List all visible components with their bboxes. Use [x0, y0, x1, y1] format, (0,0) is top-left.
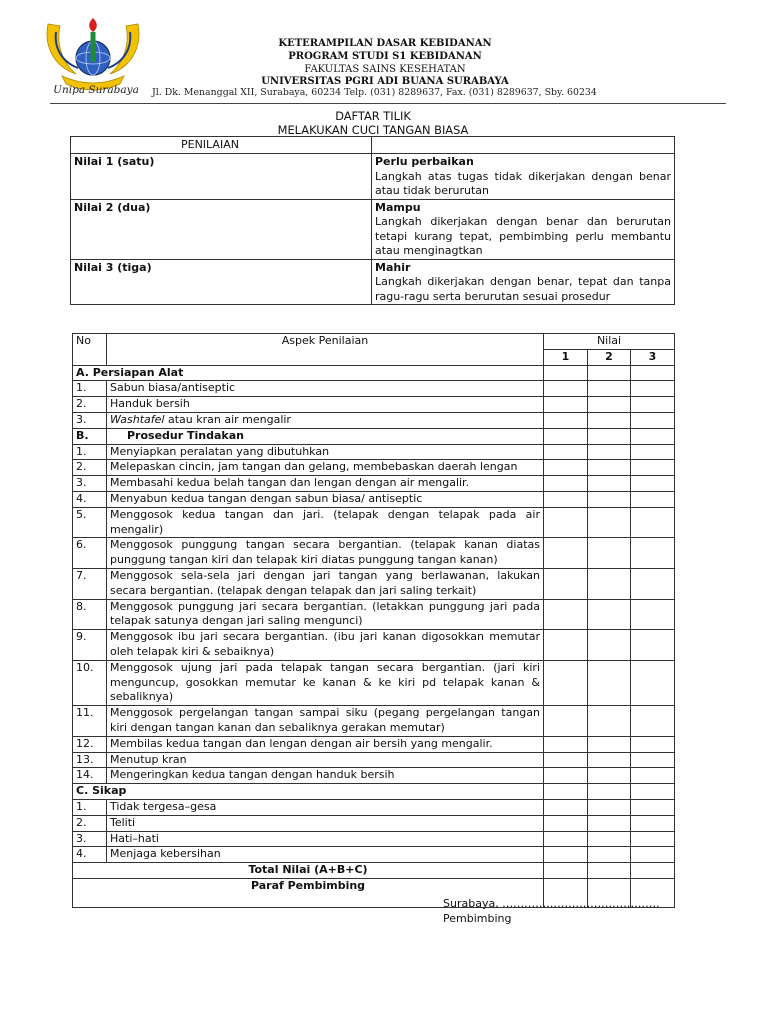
score-cell[interactable] [631, 381, 675, 397]
total-label: Total Nilai (A+B+C) [73, 863, 544, 879]
score-cell[interactable] [631, 736, 675, 752]
score-cell[interactable] [544, 412, 588, 428]
item-description [107, 660, 544, 705]
item-number: 4. [73, 847, 107, 863]
score-cell[interactable] [588, 476, 631, 492]
score-cell[interactable] [588, 847, 631, 863]
score-cell[interactable] [588, 784, 631, 800]
item-number: 3. [73, 831, 107, 847]
score-cell[interactable] [588, 768, 631, 784]
faculty-name: FAKULTAS SAINS KESEHATAN [304, 63, 466, 75]
item-description [107, 847, 544, 863]
score-cell[interactable] [588, 630, 631, 661]
score-cell[interactable] [631, 706, 675, 737]
supervisor-label: Pembimbing [443, 912, 512, 925]
item-description [107, 507, 544, 538]
item-text: Teliti [110, 815, 136, 829]
score-3-header: 3 [631, 349, 675, 365]
rubric-category: Mahir [375, 260, 411, 274]
item-number: 14. [73, 768, 107, 784]
checklist-item-row [73, 568, 675, 599]
score-cell[interactable] [588, 397, 631, 413]
item-description [107, 444, 544, 460]
item-number: 7. [73, 568, 107, 599]
col-score-header: Nilai [544, 334, 675, 350]
university-name: UNIVERSITAS PGRI ADI BUANA SURABAYA [261, 76, 509, 88]
item-text: Handuk bersih [110, 397, 190, 411]
score-1-header: 1 [544, 349, 588, 365]
score-2-header: 2 [588, 349, 631, 365]
score-cell[interactable] [588, 538, 631, 569]
checklist-item-row [73, 815, 675, 831]
checklist-item-row [73, 538, 675, 569]
signature-block [443, 896, 660, 926]
score-cell[interactable] [544, 752, 588, 768]
col-aspect-header: Aspek Penilaian [107, 334, 544, 366]
checklist-item-row [73, 768, 675, 784]
checklist-item-row [73, 460, 675, 476]
item-number: 2. [73, 815, 107, 831]
score-cell[interactable] [544, 799, 588, 815]
score-cell[interactable] [631, 460, 675, 476]
col-no-header: No [73, 334, 107, 366]
rubric-category: Mampu [375, 200, 421, 214]
section-title: Prosedur Tindakan [107, 428, 544, 444]
score-cell[interactable] [588, 831, 631, 847]
score-cell[interactable] [631, 768, 675, 784]
program-name: PROGRAM STUDI S1 KEBIDANAN [288, 50, 482, 62]
section-row [73, 365, 675, 381]
score-cell[interactable] [544, 784, 588, 800]
score-cell[interactable] [544, 863, 588, 879]
score-cell[interactable] [544, 507, 588, 538]
rubric-level-label: Nilai 1 (satu) [71, 154, 372, 200]
rubric-row [71, 199, 675, 259]
item-text: Membilas kedua tangan dan lengan dengan air bersih yang mengalir. [110, 736, 493, 750]
score-cell[interactable] [588, 381, 631, 397]
score-cell[interactable] [544, 660, 588, 705]
score-cell[interactable] [544, 736, 588, 752]
item-text: Washtafel [110, 412, 165, 426]
item-description [107, 752, 544, 768]
checklist-item-row [73, 752, 675, 768]
score-cell[interactable] [588, 706, 631, 737]
score-cell[interactable] [588, 799, 631, 815]
item-number: 13. [73, 752, 107, 768]
score-cell[interactable] [631, 397, 675, 413]
item-number: 3. [73, 476, 107, 492]
item-description [107, 397, 544, 413]
rubric-header-empty [372, 137, 675, 154]
item-description [107, 599, 544, 630]
item-text: Menjaga kebersihan [110, 847, 221, 861]
item-description [107, 491, 544, 507]
total-row [73, 863, 675, 879]
checklist-item-row [73, 831, 675, 847]
item-description [107, 381, 544, 397]
letterhead [0, 0, 768, 108]
checklist-item-row [73, 476, 675, 492]
score-cell[interactable] [631, 444, 675, 460]
item-description [107, 736, 544, 752]
checklist-item-row [73, 599, 675, 630]
score-cell[interactable] [631, 784, 675, 800]
item-text: Menggosok ujung jari pada telapak tangan secara bergantian. (jari kiri menguncup, gosokkan memutar ke kanan & ke kiri pd telapak kanan & sebaliknya) [110, 660, 540, 704]
checklist-header-row [73, 334, 675, 350]
rubric-category: Perlu perbaikan [375, 155, 474, 168]
rubric-description: Langkah dikerjakan dengan benar dan berurutan tetapi kurang tepat, pembimbing perlu membantu atau menginagtkan [375, 215, 671, 257]
score-cell[interactable] [631, 799, 675, 815]
score-cell[interactable] [588, 815, 631, 831]
institution-block [150, 38, 620, 89]
item-description [107, 412, 544, 428]
item-number: 8. [73, 599, 107, 630]
score-cell[interactable] [631, 491, 675, 507]
title-line-1: DAFTAR TILIK [335, 109, 411, 123]
item-description [107, 799, 544, 815]
score-cell[interactable] [544, 568, 588, 599]
item-text: Hati–hati [110, 831, 159, 845]
section-row [73, 784, 675, 800]
checklist-item-row [73, 412, 675, 428]
item-description [107, 831, 544, 847]
score-cell[interactable] [544, 460, 588, 476]
item-number: 1. [73, 381, 107, 397]
item-text: Menggosok punggung tangan secara bergantian. (telapak kanan diatas punggung tangan kiri dan telapak kiri diatas punggung tangan kanan) [110, 538, 540, 567]
item-description [107, 460, 544, 476]
item-number: 3. [73, 412, 107, 428]
item-text: Sabun biasa/antiseptic [110, 381, 236, 395]
rubric-level-detail [372, 154, 675, 200]
title-line-2: MELAKUKAN CUCI TANGAN BIASA [277, 123, 469, 137]
item-number: 2. [73, 460, 107, 476]
item-description [107, 768, 544, 784]
item-text: Menggosok ibu jari secara bergantian. (ibu jari kanan digosokkan memutar oleh telapak kiri & sebaiknya) [110, 630, 540, 658]
paraf-label: Paraf Pembimbing [73, 878, 544, 907]
item-description [107, 476, 544, 492]
logo-caption: Unipa Surabaya [53, 84, 139, 96]
score-cell[interactable] [588, 444, 631, 460]
score-cell[interactable] [588, 365, 631, 381]
checklist-body [73, 365, 675, 863]
score-cell[interactable] [544, 706, 588, 737]
checklist-item-row [73, 507, 675, 538]
checklist-item-row [73, 736, 675, 752]
score-cell[interactable] [544, 381, 588, 397]
section-title: C. Sikap [73, 784, 544, 800]
rubric-header-row [71, 137, 675, 154]
score-cell[interactable] [631, 428, 675, 444]
score-cell[interactable] [544, 768, 588, 784]
checklist-item-row [73, 847, 675, 863]
item-description [107, 815, 544, 831]
place-date: Surabaya, ……………………………………. [443, 897, 660, 910]
score-cell[interactable] [588, 752, 631, 768]
score-cell[interactable] [631, 660, 675, 705]
rubric-heading: PENILAIAN [71, 137, 372, 154]
rubric-level-label: Nilai 2 (dua) [71, 199, 372, 259]
score-cell[interactable] [631, 412, 675, 428]
score-cell[interactable] [544, 599, 588, 630]
rubric-row [71, 154, 675, 200]
score-cell[interactable] [544, 630, 588, 661]
item-number: 1. [73, 799, 107, 815]
item-number: 6. [73, 538, 107, 569]
rubric-description: Langkah atas tugas tidak dikerjakan dengan benar atau tidak berurutan [375, 169, 671, 197]
item-number: 2. [73, 397, 107, 413]
score-cell[interactable] [588, 428, 631, 444]
score-cell[interactable] [544, 815, 588, 831]
score-cell[interactable] [631, 507, 675, 538]
checklist-table [72, 333, 675, 908]
score-cell[interactable] [588, 568, 631, 599]
score-cell[interactable] [631, 752, 675, 768]
item-description [107, 538, 544, 569]
score-cell[interactable] [588, 460, 631, 476]
course-title: KETERAMPILAN DASAR KEBIDANAN [278, 38, 492, 49]
score-cell[interactable] [544, 491, 588, 507]
checklist-item-row [73, 381, 675, 397]
score-cell[interactable] [588, 412, 631, 428]
rubric-level-detail [372, 199, 675, 259]
score-cell[interactable] [544, 476, 588, 492]
item-number: 4. [73, 491, 107, 507]
checklist-item-row [73, 630, 675, 661]
item-text: Menutup kran [110, 752, 187, 766]
score-cell[interactable] [544, 428, 588, 444]
item-text: Tidak tergesa–gesa [110, 799, 217, 813]
checklist-item-row [73, 444, 675, 460]
item-text: Menggosok sela-sela jari dengan jari tangan yang berlawanan, lakukan secara bergantian. (telapak dengan telapak dan jari saling terkait) [110, 568, 540, 597]
rubric-level-detail [372, 259, 675, 305]
score-cell[interactable] [588, 599, 631, 630]
item-text: Menggosok pergelangan tangan sampai siku (pegang pergelangan tangan kiri dengan tangan kanan dan sebaliknya gerakan memutar) [110, 706, 540, 734]
rubric-row [71, 259, 675, 305]
rubric-level-label: Nilai 3 (tiga) [71, 259, 372, 305]
item-number: 11. [73, 706, 107, 737]
item-number: 10. [73, 660, 107, 705]
item-text: atau kran air mengalir [164, 412, 291, 426]
rubric-table [70, 136, 675, 305]
item-text: Melepaskan cincin, jam tangan dan gelang, membebaskan daerah lengan [110, 460, 518, 474]
score-cell[interactable] [544, 397, 588, 413]
section-title: A. Persiapan Alat [73, 365, 544, 381]
score-cell[interactable] [588, 660, 631, 705]
item-description [107, 630, 544, 661]
checklist-item-row [73, 799, 675, 815]
checklist-item-row [73, 706, 675, 737]
score-cell[interactable] [631, 568, 675, 599]
score-cell[interactable] [631, 599, 675, 630]
score-cell[interactable] [631, 815, 675, 831]
item-text: Membasahi kedua belah tangan dan lengan dengan air mengalir. [110, 476, 470, 490]
score-cell[interactable] [631, 476, 675, 492]
score-cell[interactable] [588, 863, 631, 879]
score-cell[interactable] [544, 538, 588, 569]
score-cell[interactable] [588, 736, 631, 752]
item-description [107, 568, 544, 599]
score-cell[interactable] [544, 831, 588, 847]
item-description [107, 706, 544, 737]
score-cell[interactable] [631, 847, 675, 863]
item-number: 9. [73, 630, 107, 661]
score-cell[interactable] [631, 831, 675, 847]
item-number: 1. [73, 444, 107, 460]
header-divider [50, 103, 726, 104]
score-cell[interactable] [588, 491, 631, 507]
item-number: 5. [73, 507, 107, 538]
section-number: B. [73, 428, 107, 444]
checklist-item-row [73, 491, 675, 507]
item-number: 12. [73, 736, 107, 752]
address-line: Jl. Dk. Menanggal XII, Surabaya, 60234 Telp. (031) 8289637, Fax. (031) 8289637, Sby. 60234 [152, 87, 597, 98]
score-cell[interactable] [544, 847, 588, 863]
section-row [73, 428, 675, 444]
rubric-description: Langkah dikerjakan dengan benar, tepat dan tanpa ragu-ragu serta berurutan sesuai prosedur [375, 275, 671, 303]
checklist-item-row [73, 397, 675, 413]
checklist-item-row [73, 660, 675, 705]
score-cell[interactable] [631, 863, 675, 879]
item-text: Menggosok punggung jari secara bergantian. (letakkan punggung jari pada telapak satunya dengan jari saling mengunci) [110, 599, 540, 628]
score-cell[interactable] [631, 630, 675, 661]
item-text: Menyiapkan peralatan yang dibutuhkan [110, 444, 330, 458]
score-cell[interactable] [544, 444, 588, 460]
score-cell[interactable] [631, 538, 675, 569]
document-title [72, 109, 674, 137]
item-text: Menggosok kedua tangan dan jari. (telapak dengan telapak pada air mengalir) [110, 507, 540, 536]
score-cell[interactable] [544, 365, 588, 381]
score-cell[interactable] [588, 507, 631, 538]
item-text: Menyabun kedua tangan dengan sabun biasa/ antiseptic [110, 491, 423, 505]
score-cell[interactable] [631, 365, 675, 381]
item-text: Mengeringkan kedua tangan dengan handuk bersih [110, 768, 395, 782]
